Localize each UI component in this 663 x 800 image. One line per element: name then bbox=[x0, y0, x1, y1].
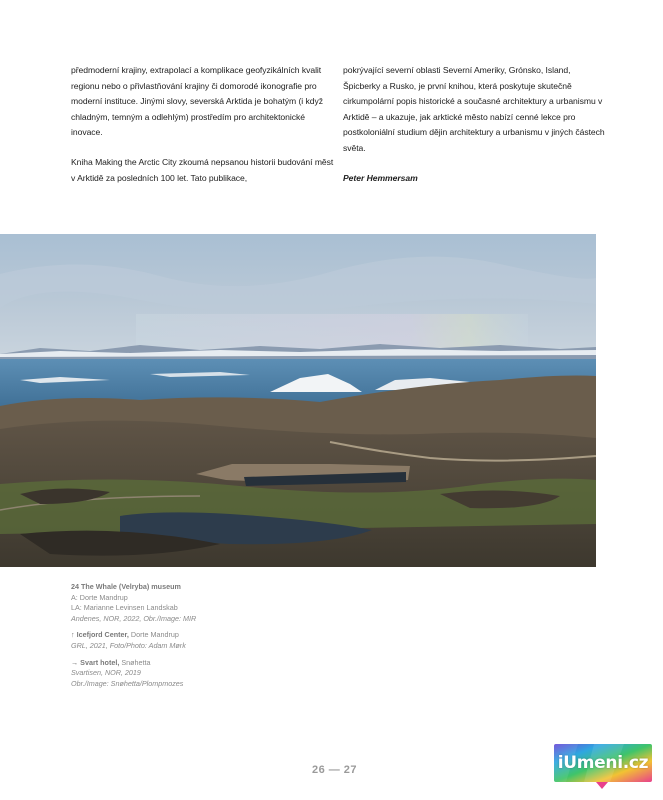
caption-line: A: Dorte Mandrup bbox=[71, 592, 128, 602]
paragraph: Kniha Making the Arctic City zkoumá nepsanou historii budování měst v Arktidě za posledních 100 let. Tato publikace, bbox=[71, 156, 334, 183]
caption-line: LA: Marianne Levinsen Landskab bbox=[71, 603, 178, 613]
paragraph: předmoderní krajiny, extrapolací a komplikace geofyzikálních kvalit regionu nebo o přivlastňování krajiny či domorodé ikonografie pro moderní instituce. Jinými slovy, severská Arktida je bohatým (i když chladným, temným a odlehlým) prostředím pro architektonické inovace. bbox=[71, 65, 323, 138]
caption bbox=[71, 582, 311, 624]
iumeni-logo[interactable] bbox=[554, 744, 652, 782]
page-numbers-label: 26 — 27 bbox=[311, 764, 358, 776]
right-text-column bbox=[343, 63, 605, 186]
caption-author: Snøhetta bbox=[119, 657, 151, 667]
caption-author: Dorte Mandrup bbox=[128, 630, 179, 640]
caption-title: 24 The Whale (Velryba) museum bbox=[71, 582, 181, 591]
paragraph: pokrývající severní oblasti Severní Ameriky, Grónsko, Island, Špicberky a Rusko, je první knihou, která poskytuje skutečně cirkumpolární popis historické a současné architektury a urbanismu v Arktidě – a ukazuje, jak arktické město nabízí cenné lekce pro postkoloniální studium dějin architektury a urbanismu v jiných částech světa. bbox=[343, 65, 605, 153]
left-text-column bbox=[71, 63, 336, 200]
caption-credit: Andenes, NOR, 2022, Obr./Image: MIR bbox=[71, 613, 197, 623]
caption-credit: Svartisen, NOR, 2019 bbox=[71, 668, 141, 678]
caption-title: ↑ Icefjord Center, bbox=[71, 630, 129, 640]
caption bbox=[71, 658, 311, 690]
caption bbox=[71, 630, 311, 651]
image-captions bbox=[71, 582, 311, 695]
author-signature: Peter Hemmersam bbox=[343, 172, 418, 183]
caption-title: → Svart hotel, bbox=[71, 657, 120, 667]
logo-text: iUmeni.cz bbox=[557, 753, 649, 773]
logo-pointer bbox=[596, 782, 608, 789]
caption-credit: Obr./Image: Snøhetta/Plompmozes bbox=[71, 678, 184, 688]
caption-credit: GRL, 2021, Foto/Photo: Adam Mørk bbox=[71, 640, 186, 650]
landscape-photo bbox=[0, 234, 596, 567]
